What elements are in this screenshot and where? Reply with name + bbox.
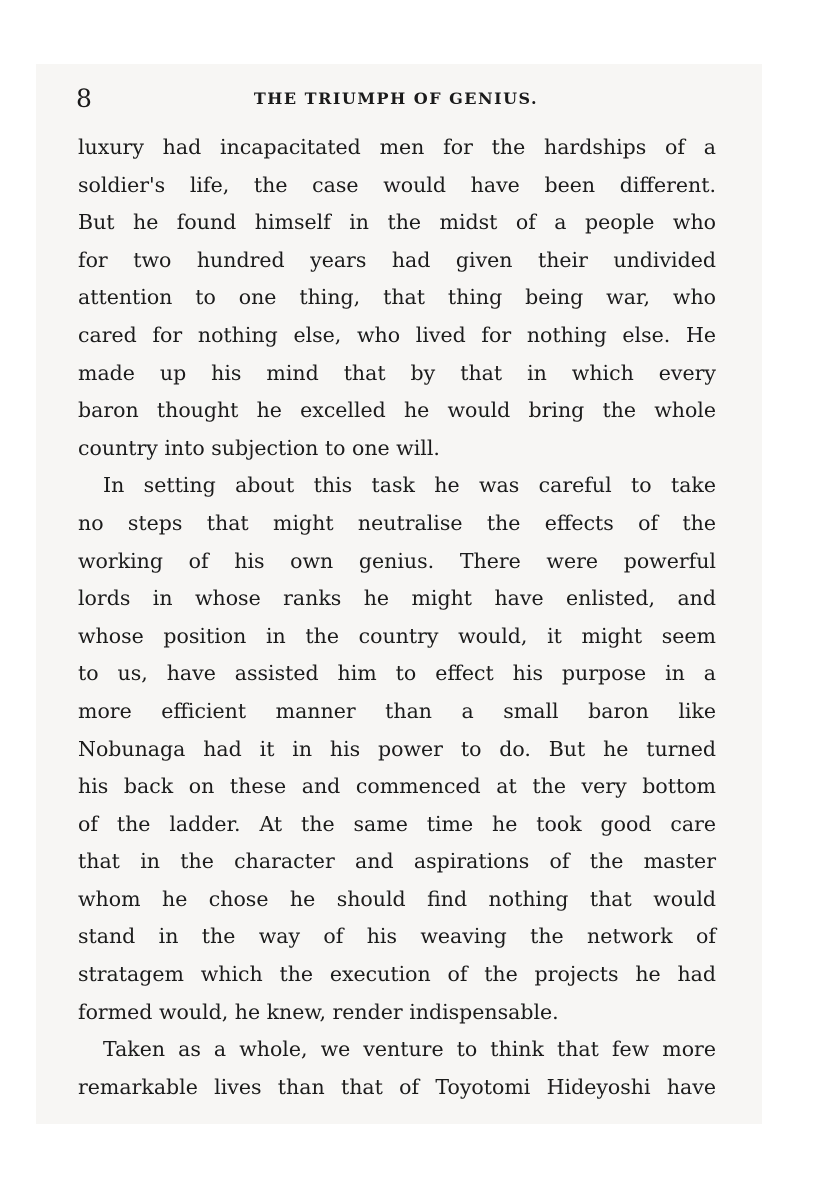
- text-line: luxury had incapacitated men for the hardships of a: [78, 135, 716, 159]
- text-line: to us, have assisted him to effect his purpose in a: [78, 661, 716, 686]
- text-line: whom he chose he should find nothing that would: [78, 886, 716, 911]
- text-line: of the ladder. At the same time he took good care: [78, 811, 716, 836]
- running-title: THE TRIUMPH OF GENIUS.: [253, 89, 539, 108]
- text-line: Taken as a whole, we venture to think that few more: [103, 1037, 716, 1062]
- text-line: working of his own genius. There were powerful: [78, 548, 716, 573]
- text-line: baron thought he excelled he would bring the whole: [78, 398, 716, 423]
- text-line: Nobunaga had it in his power to do. But he turned: [78, 736, 716, 761]
- text-line: In setting about this task he was careful to take: [103, 473, 716, 498]
- page-header: [76, 84, 716, 114]
- text-line: stand in the way of his weaving the network of: [78, 924, 716, 949]
- text-line: his back on these and commenced at the very bottom: [78, 774, 716, 799]
- text-line: lords in whose ranks he might have enlisted, and: [78, 586, 716, 611]
- text-line: country into subjection to one will.: [78, 435, 440, 460]
- text-line: stratagem which the execution of the projects he had: [78, 962, 716, 987]
- text-line: soldier's life, the case would have been different.: [78, 172, 716, 197]
- text-line: that in the character and aspirations of the master: [78, 849, 716, 874]
- text-line: formed would, he knew, render indispensable.: [78, 999, 559, 1024]
- body-text: [78, 129, 716, 1106]
- text-line: But he found himself in the midst of a people who: [78, 210, 716, 235]
- text-line: more efficient manner than a small baron like: [78, 698, 716, 723]
- text-line: cared for nothing else, who lived for nothing else. He: [78, 322, 716, 347]
- text-line: attention to one thing, that thing being war, who: [78, 285, 716, 310]
- text-line: remarkable lives than that of Toyotomi Hideyoshi have: [78, 1074, 716, 1099]
- text-line: made up his mind that by that in which every: [78, 360, 716, 385]
- text-line: no steps that might neutralise the effects of the: [78, 510, 716, 535]
- text-line: for two hundred years had given their undivided: [78, 247, 716, 272]
- page-number: 8: [76, 84, 92, 113]
- text-line: whose position in the country would, it might seem: [78, 623, 716, 648]
